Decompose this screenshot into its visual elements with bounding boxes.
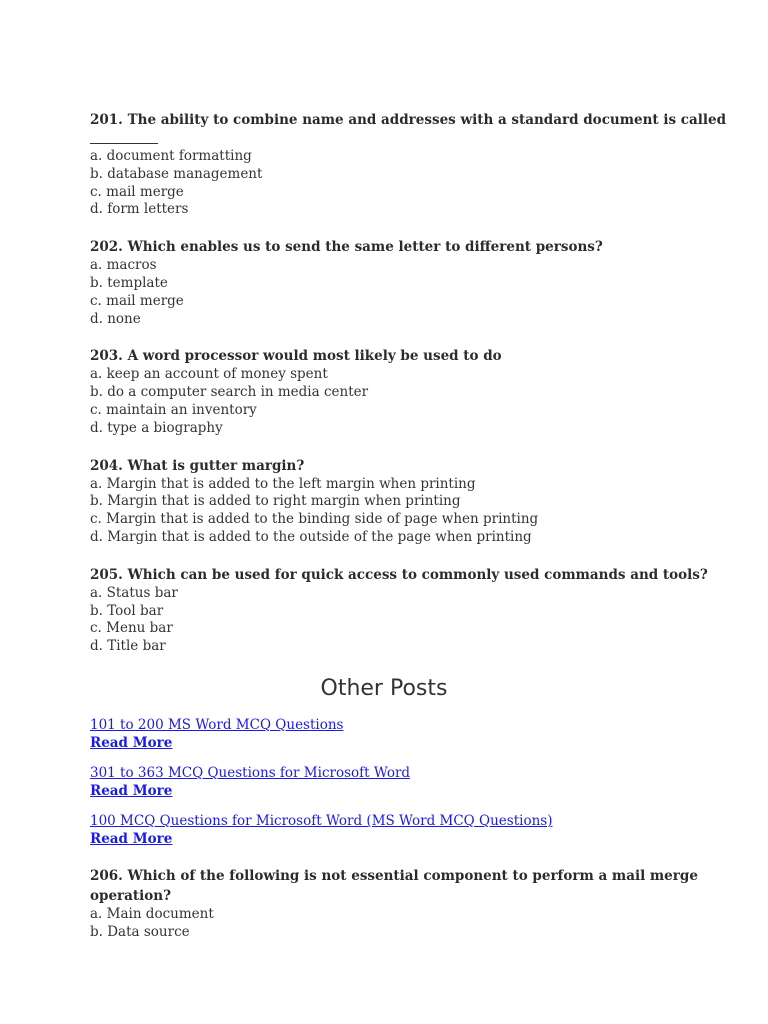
question-204 [90,456,730,547]
option: a. document formatting [90,148,252,164]
option: c. Menu bar [90,620,173,637]
question-title: 201. The ability to combine name and addresses with a standard document is called [90,112,727,128]
related-post [90,716,730,752]
read-more-link[interactable]: Read More [90,782,173,799]
question-202 [90,237,730,328]
related-post [90,764,730,800]
question-201 [90,110,730,219]
question-title: 205. Which can be used for quick access to commonly used commands and tools? [90,566,708,583]
option: d. form letters [90,201,189,218]
related-post-link[interactable]: 101 to 200 MS Word MCQ Questions [90,716,344,733]
option: c. Margin that is added to the binding side of page when printing [90,511,539,528]
option: a. Status bar [90,584,178,601]
option: b. database management [90,165,263,182]
read-more-link[interactable]: Read More [90,830,173,847]
option: c. mail merge [90,183,184,200]
option: b. Tool bar [90,602,164,619]
option: b. do a computer search in media center [90,384,369,401]
related-post-link[interactable]: 301 to 363 MCQ Questions for Microsoft Word [90,764,411,781]
option: c. maintain an inventory [90,401,257,418]
option: b. template [90,274,168,291]
read-more-link[interactable]: Read More [90,734,173,751]
option: b. Data source [90,923,190,940]
article-body [90,110,730,942]
option: c. mail merge [90,292,184,309]
option: d. none [90,310,141,327]
other-posts-heading: Other Posts [320,675,448,701]
question-title: 204. What is gutter margin? [90,457,305,474]
question-205 [90,565,730,656]
question-title: 206. Which of the following is not essential component to perform a mail merge operation? [90,867,698,904]
related-post-link[interactable]: 100 MCQ Questions for Microsoft Word (MS Word MCQ Questions) [90,812,553,829]
question-206 [90,866,730,942]
option: d. Title bar [90,638,166,655]
question-title: 203. A word processor would most likely be used to do [90,348,502,365]
option: a. macros [90,257,157,274]
option: d. type a biography [90,419,223,436]
related-post [90,812,730,848]
question-203 [90,346,730,437]
answer-blank [90,130,730,148]
option: a. Margin that is added to the left margin when printing [90,475,476,492]
option: b. Margin that is added to right margin when printing [90,493,461,510]
question-title: 202. Which enables us to send the same letter to different persons? [90,239,603,256]
option: d. Margin that is added to the outside of the page when printing [90,528,532,545]
option: a. keep an account of money spent [90,366,328,383]
option: a. Main document [90,905,214,922]
